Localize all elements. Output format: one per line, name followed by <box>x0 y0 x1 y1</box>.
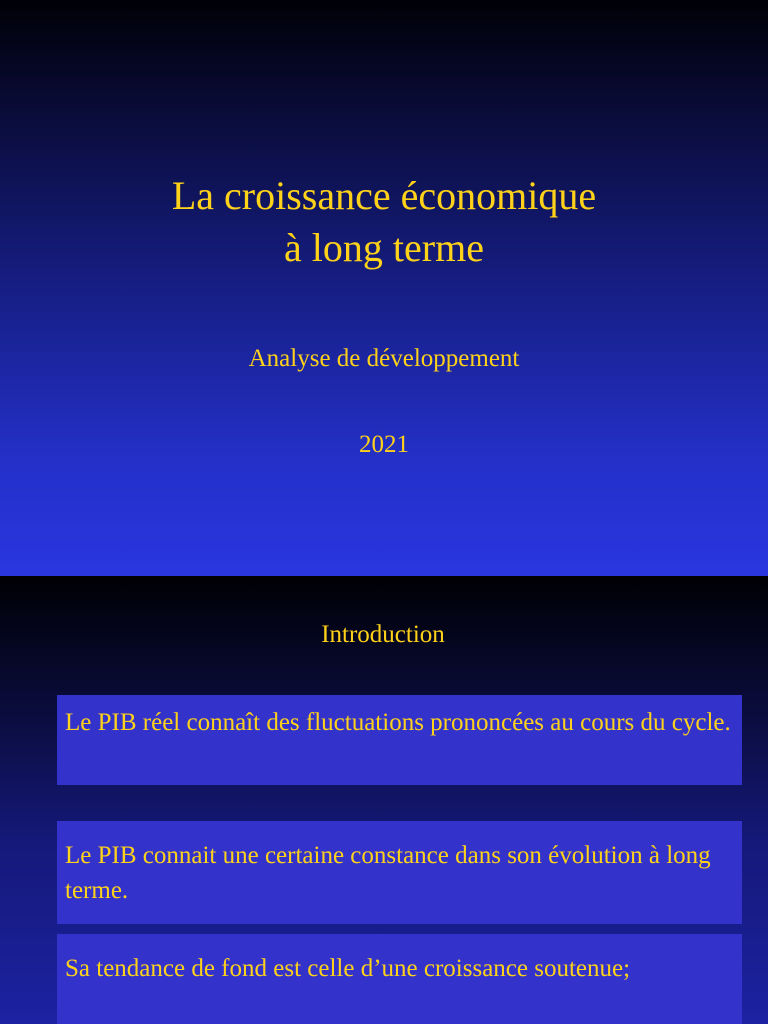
slide-title-line-1: La croissance économique <box>171 173 597 218</box>
slide-subtitle: Analyse de développement <box>248 345 520 372</box>
slide-title <box>0 170 768 274</box>
text-box-constance: Le PIB connait une certaine constance dans son évolution à long terme. <box>57 821 742 924</box>
introduction-slide <box>0 576 768 1024</box>
slide-title-line-2: à long terme <box>284 225 484 270</box>
introduction-heading: Introduction <box>321 621 445 648</box>
text-box-fluctuations: Le PIB réel connaît des fluctuations prononcées au cours du cycle. <box>57 695 742 785</box>
text-box-tendance: Sa tendance de fond est celle d’une croissance soutenue; <box>57 934 742 1024</box>
slide-year: 2021 <box>359 431 409 458</box>
